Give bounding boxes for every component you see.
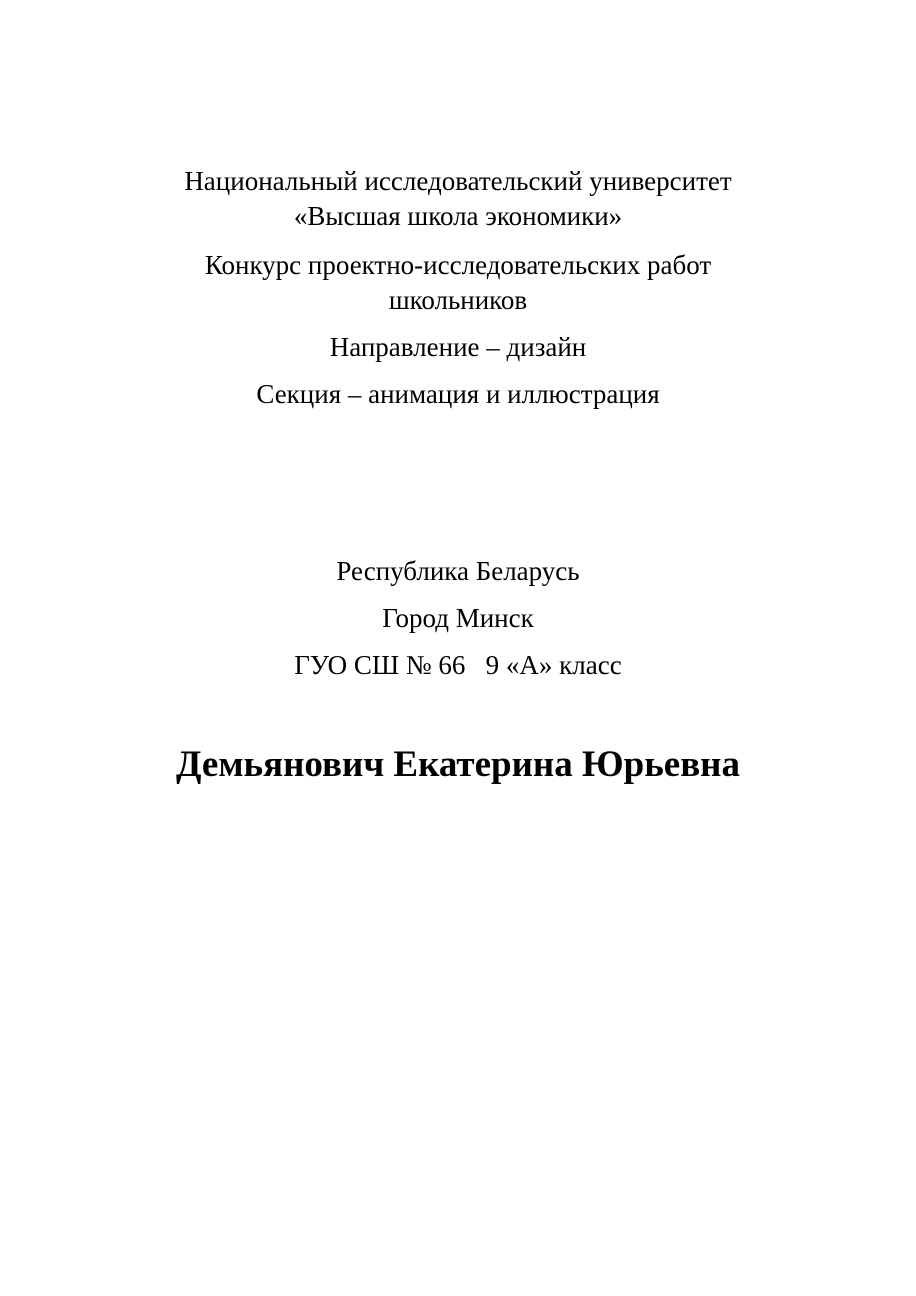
contest-title-line2: школьников — [388, 285, 528, 315]
country-label: Республика Беларусь — [336, 556, 580, 586]
contest-title-line1: Конкурс проектно-исследовательских работ — [204, 250, 712, 280]
university-name-line1: Национальный исследовательский университет — [184, 166, 732, 196]
author-name: Демьянович Екатерина Юрьевна — [176, 744, 740, 785]
school-class-label: ГУО СШ № 66 9 «А» класс — [294, 650, 622, 680]
direction-label: Направление – дизайн — [329, 332, 587, 362]
city-label: Город Минск — [382, 603, 534, 633]
university-name-line2: «Высшая школа экономики» — [293, 201, 623, 231]
section-label: Секция – анимация и иллюстрация — [256, 379, 660, 409]
